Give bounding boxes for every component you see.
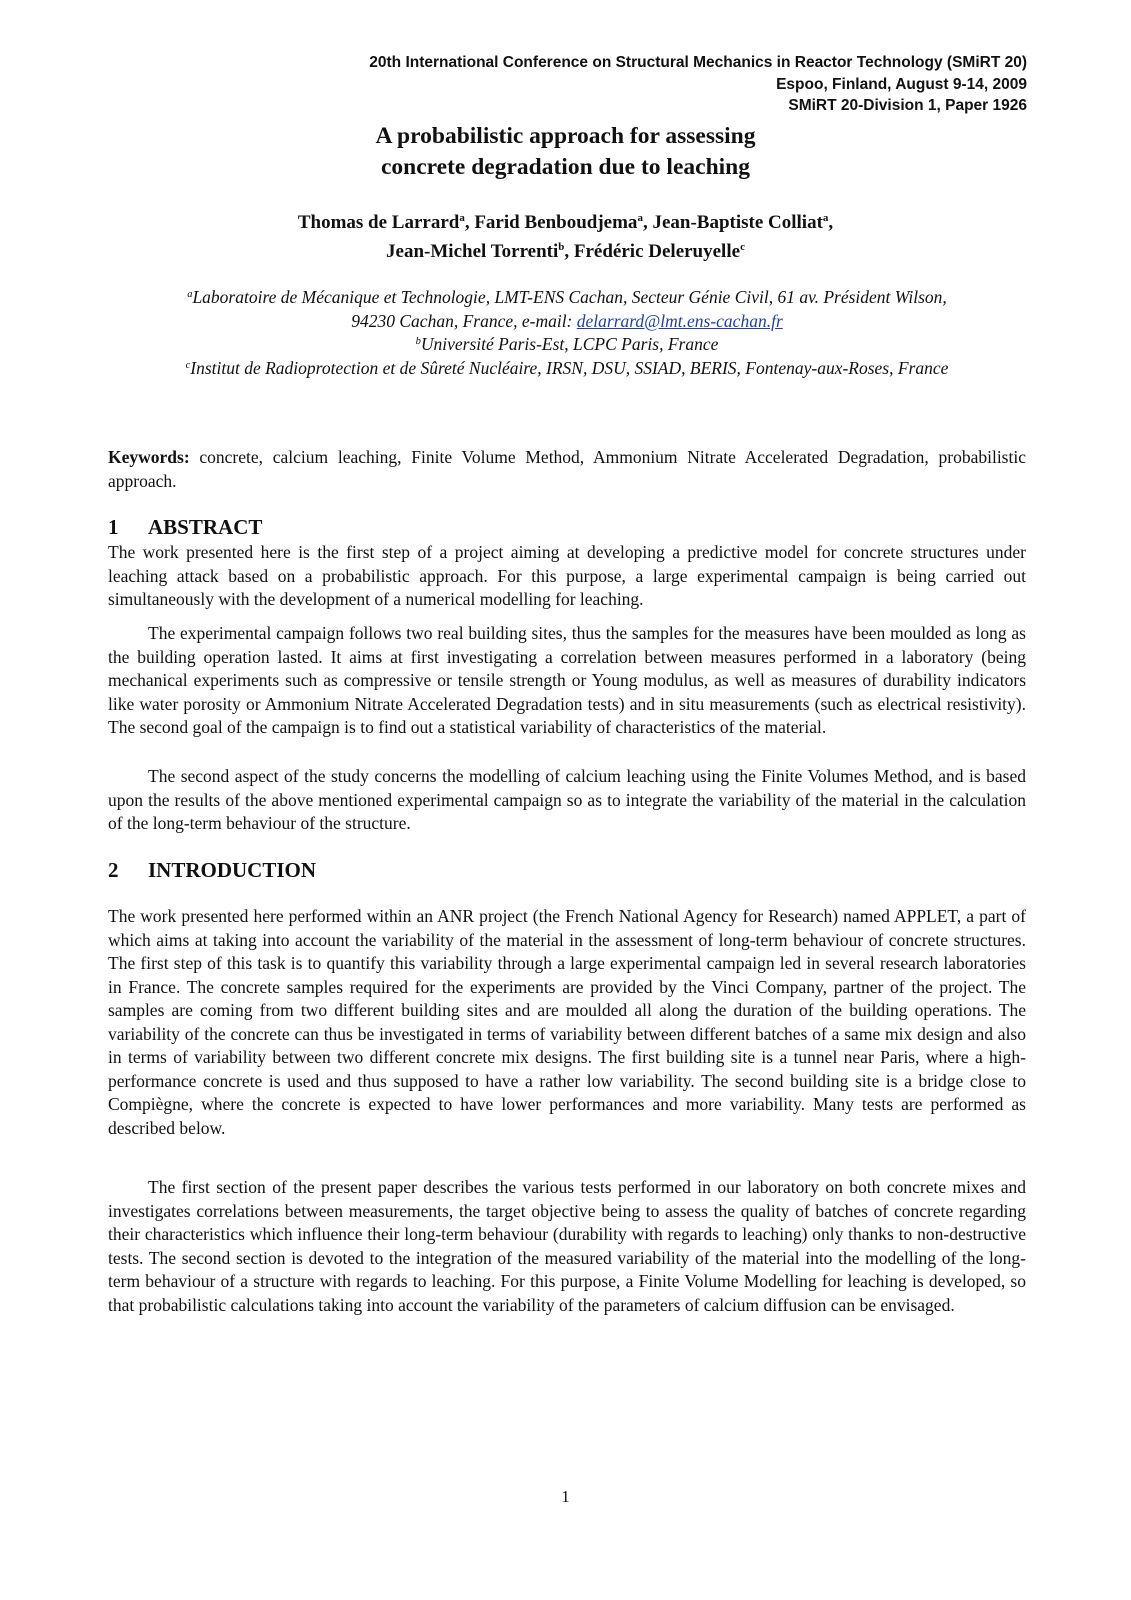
- author-name: Jean-Michel Torrenti: [386, 241, 559, 262]
- author-list: [0, 208, 1131, 266]
- affiliation-mark: a: [187, 289, 193, 300]
- keywords-text: concrete, calcium leaching, Finite Volume Method, Ammonium Nitrate Accelerated Degradation, probabilistic approach.: [108, 447, 1026, 491]
- author-affiliation-mark: a: [822, 212, 829, 224]
- email-link[interactable]: delarrard@lmt.ens-cachan.fr: [576, 310, 783, 331]
- keywords-label: Keywords:: [108, 447, 190, 467]
- affiliation-a: [108, 286, 1026, 310]
- section-number: 2: [108, 858, 119, 882]
- affiliation-b: [108, 333, 1026, 357]
- page-number: 1: [561, 1487, 570, 1506]
- author-affiliation-mark: b: [558, 241, 565, 253]
- paper-title: [0, 121, 1131, 183]
- affiliation-mark: b: [415, 336, 421, 347]
- section-heading-abstract: [108, 514, 262, 540]
- paper-title-line-1: A probabilistic approach for assessing: [375, 123, 756, 149]
- conference-paper-id: SMiRT 20-Division 1, Paper 1926: [788, 97, 1027, 114]
- affiliation-a-cont: [108, 310, 1026, 334]
- section-heading-introduction: [108, 857, 316, 883]
- paper-title-line-2: concrete degradation due to leaching: [380, 154, 750, 180]
- affiliation-text: Institut de Radioprotection et de Sûreté Nucléaire, IRSN, DSU, SSIAD, BERIS, Fontenay-aux-Roses, France: [190, 357, 949, 378]
- abstract-paragraph-1: The work presented here is the first step of a project aiming at developing a predictive model for concrete structures under leaching attack based on a probabilistic approach. For this purpose, a large experimental campaign is being carried out simultaneously with the development of a numerical modelling for leaching.: [108, 542, 1026, 609]
- affiliation-mark: c: [185, 359, 191, 371]
- keywords: [108, 446, 1026, 493]
- conference-name: 20th International Conference on Structural Mechanics in Reactor Technology (SMiRT 20): [369, 54, 1027, 71]
- introduction-paragraph-1: The work presented here performed within an ANR project (the French National Agency for Research) named APPLET, a part of which aims at taking into account the variability of the material in the assessment of long-term behaviour of concrete structures. The first step of this task is to quantify this variability through a large experimental campaign led in several research laboratories in France. The concrete samples required for the experiments are provided by the Vinci Company, partner of the project. The samples are coming from two different building sites and are moulded all along the duration of the building operations. The variability of the concrete can thus be investigated in terms of variability between different batches of a same mix design and also in terms of variability between two different concrete mix designs. The first building site is a tunnel near Paris, where a high-performance concrete is used and thus supposed to have a rather low variability. The second building site is a bridge close to Compiègne, where the concrete is expected to have lower performances and more variability. Many tests are performed as described below.: [108, 906, 1026, 1138]
- affiliation-c: [108, 357, 1026, 381]
- affiliation-text: Université Paris-Est, LCPC Paris, France: [420, 334, 719, 354]
- abstract-paragraph-2: The experimental campaign follows two real building sites, thus the samples for the measures have been moulded as long as the building operation lasted. It aims at first investigating a correlation between measures performed in a laboratory (being mechanical experiments such as compressive or tensile strength or Young modulus, as well as measures of durability indicators like water porosity or Ammonium Nitrate Accelerated Degradation tests) and in situ measurements (such as electrical resistivity). The second goal of the campaign is to find out a statistical variability of characteristics of the material.: [108, 623, 1026, 737]
- section-title: INTRODUCTION: [148, 858, 317, 882]
- author-name: Farid Benboudjema: [474, 212, 638, 233]
- author-affiliation-mark: a: [459, 212, 465, 224]
- author-line-2: Jean-Michel Torrenti$^b$, Frédéric Deleruyelle$^c$: [386, 241, 745, 262]
- author-affiliation-mark: a: [637, 212, 643, 224]
- author-name: Thomas de Larrard: [297, 212, 460, 233]
- conference-location: Espoo, Finland, August 9-14, 2009: [776, 75, 1027, 93]
- author-name: Jean-Baptiste Colliat: [652, 212, 823, 233]
- abstract-paragraph-3: The second aspect of the study concerns the modelling of calcium leaching using the Finite Volumes Method, and is based upon the results of the above mentioned experimental campaign so as to integrate the variability of the material in the calculation of the long-term behaviour of the structure.: [108, 766, 1026, 833]
- author-name: Frédéric Deleruyelle: [573, 241, 741, 262]
- section-number: 1: [108, 515, 119, 539]
- affiliation-text: 94230 Cachan, France, e-mail:: [351, 310, 577, 331]
- section-title: ABSTRACT: [148, 515, 263, 539]
- author-line-1: Thomas de Larrard$^a$, Farid Benboudjema$^a$, Jean-Baptiste Colliat$^a$,: [297, 212, 834, 233]
- author-affiliation-mark: c: [740, 241, 745, 253]
- affiliation-text: Laboratoire de Mécanique et Technologie, LMT-ENS Cachan, Secteur Génie Civil, 61 av. Président Wilson,: [192, 287, 947, 307]
- introduction-paragraph-2: The first section of the present paper describes the various tests performed in our laboratory on both concrete mixes and investigates correlations between measurements, the target objective being to assess the quality of batches of concrete regarding their characteristics which influence their long-term behaviour (durability with regards to leaching) only thanks to non-destructive tests. The second section is devoted to the integration of the measured variability of the material into the modelling of the long-term behaviour of a structure with regards to leaching. For this purpose, a Finite Volume Modelling for leaching is developed, so that probabilistic calculations taking into account the variability of the parameters of calcium diffusion can be envisaged.: [108, 1177, 1026, 1315]
- affiliations: [108, 286, 1026, 380]
- conference-header: [369, 52, 1027, 117]
